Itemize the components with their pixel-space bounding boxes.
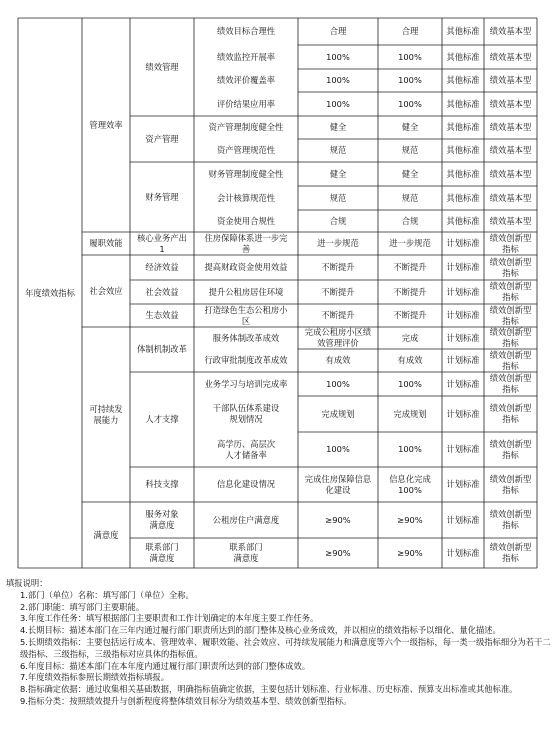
- level2-indicator: 绩效管理: [145, 61, 179, 72]
- level3-indicator: 公租房住户满意度: [212, 514, 280, 525]
- note-item-9: 9.指标分类：按照绩效提升与创新程度将整体绩效目标分为绩效基本型、绩效创新型指标。: [20, 695, 352, 706]
- long-term-target-value: ≥90%: [325, 514, 351, 525]
- level3-indicator: 行政审批制度改革成效: [204, 355, 288, 365]
- long-term-target-value: 100%: [326, 98, 350, 109]
- level2-indicator: 体制机制改革: [137, 344, 187, 354]
- level2-indicator: 人才支撑: [145, 414, 179, 424]
- basis-standard: 其他标准: [446, 51, 480, 62]
- indicator-type: 绩效基本型: [489, 98, 532, 109]
- indicator-type: 绩效基本型: [489, 26, 532, 36]
- basis-standard: 计划标准: [446, 408, 480, 419]
- indicator-type: 绩效基本型: [489, 168, 532, 179]
- level3-indicator: 信息化建设情况: [216, 479, 276, 489]
- annual-target-value: 完成: [401, 332, 419, 343]
- annual-target-value: 合理: [401, 26, 419, 36]
- level3-indicator: 高学历、高层次 人才储备率: [216, 438, 276, 460]
- level1-satisfaction: 满意度: [93, 529, 119, 540]
- notes-title: 填报说明：: [6, 578, 48, 588]
- note-item-8: 8.指标确定依据：通过收集相关基础数据，明确指标值确定依据，主要包括计划标准、行业标准、历史标准、预算支出标准或其他标准。: [20, 684, 518, 695]
- indicator-type: 绩效创新型 指标: [489, 304, 532, 326]
- annual-target-value: 健全: [401, 168, 419, 179]
- annual-target-value: ≥90%: [397, 547, 423, 558]
- indicator-type: 绩效基本型: [489, 192, 532, 203]
- level2-indicator: 联系部门 满意度: [145, 542, 179, 563]
- long-term-target-value: 100%: [326, 75, 350, 85]
- note-item-7: 7.年度绩效指标参照长期绩效指标填报。: [20, 672, 169, 683]
- indicator-type: 绩效创新型 指标: [489, 349, 532, 371]
- long-term-target-value: 进一步规范: [317, 238, 359, 248]
- level3-indicator: 打造绿色生态公租房小 区: [204, 304, 288, 326]
- note-item-2: 2.部门职能：填写部门主要职能。: [20, 601, 145, 612]
- indicator-type: 绩效基本型: [489, 51, 532, 62]
- level1-social-effect: 社会效应: [89, 285, 123, 296]
- long-term-target-value: 完成住房保障信息 化建设: [304, 473, 372, 495]
- level3-indicator: 提升公租房居住环境: [208, 286, 284, 297]
- level3-indicator: 绩效评价覆盖率: [216, 75, 276, 85]
- basis-standard: 计划标准: [446, 547, 480, 558]
- basis-standard: 其他标准: [446, 98, 480, 109]
- annual-target-value: 合规: [401, 215, 419, 226]
- annual-target-value: 健全: [401, 122, 419, 132]
- indicator-type: 绩效创新型 指标: [489, 438, 532, 460]
- annual-target-value: 100%: [398, 444, 422, 454]
- basis-standard: 其他标准: [446, 26, 480, 36]
- long-term-target-value: 完成公租房小区绩 效管理评价: [304, 327, 372, 348]
- basis-standard: 计划标准: [446, 514, 480, 525]
- level2-indicator: 科技支撑: [145, 479, 179, 489]
- level3-indicator: 联系部门 满意度: [229, 542, 263, 563]
- basis-standard: 其他标准: [446, 168, 480, 179]
- indicator-type: 绩效创新型 指标: [489, 542, 532, 563]
- basis-standard: 计划标准: [446, 444, 480, 454]
- level3-indicator: 资产管理规范性: [216, 145, 276, 155]
- indicator-type: 绩效创新型 指标: [489, 281, 532, 302]
- indicator-type: 绩效创新型 指标: [489, 473, 532, 495]
- basis-standard: 计划标准: [446, 355, 480, 365]
- long-term-target-value: 100%: [326, 444, 350, 454]
- annual-target-value: 完成规划: [393, 408, 427, 419]
- level3-indicator: 提高财政资金使用效益: [204, 262, 288, 272]
- annual-target-value: 100%: [398, 75, 422, 85]
- long-term-target-value: 规范: [329, 192, 347, 203]
- level2-indicator: 资产管理: [145, 133, 179, 144]
- annual-target-value: 100%: [398, 51, 422, 62]
- level3-indicator: 评价结果应用率: [216, 98, 276, 109]
- level2-indicator: 经济效益: [145, 262, 179, 272]
- level3-indicator: 绩效监控开展率: [216, 51, 276, 62]
- note-item-6: 6.年度目标：描述本部门在本年度内通过履行部门职责所达到的部门整体成效。: [20, 660, 311, 671]
- level2-indicator: 生态效益: [145, 310, 179, 320]
- indicator-category-label: 年度绩效指标: [25, 287, 75, 298]
- basis-standard: 计划标准: [446, 310, 480, 320]
- annual-target-value: 规范: [401, 145, 419, 155]
- level3-indicator: 资产管理制度健全性: [208, 122, 284, 132]
- annual-target-value: 进一步规范: [389, 238, 431, 248]
- note-item-1: 1.部门（单位）名称：填写部门（单位）全称。: [20, 589, 194, 600]
- level3-indicator: 业务学习与培训完成率: [204, 378, 288, 389]
- long-term-target-value: 合理: [329, 26, 347, 36]
- long-term-target-value: 健全: [329, 122, 347, 132]
- note-item-3: 3.年度工作任务：填写根据部门主要职责和工作计划确定的本年度主要工作任务。: [20, 613, 319, 624]
- indicator-type: 绩效基本型: [489, 215, 532, 226]
- annual-target-value: 100%: [398, 378, 422, 389]
- level1-sustainability: 可持续发 展能力: [89, 403, 123, 425]
- indicator-type: 绩效基本型: [489, 122, 532, 132]
- level3-indicator: 服务体制改革成效: [212, 332, 280, 343]
- basis-standard: 其他标准: [446, 192, 480, 203]
- basis-standard: 计划标准: [446, 262, 480, 272]
- indicator-type: 绩效创新型 指标: [489, 327, 532, 348]
- note-item-5: 5.长期绩效指标：主要包括运行成本、管理效率、履职效能、社会效应、可持续发展能力和满意度等六个一级指标，每一类一级指标细分为若干二级指标、三级指标，三级指标对应具体的指标值。: [20, 636, 551, 659]
- long-term-target-value: 健全: [329, 168, 347, 179]
- basis-standard: 其他标准: [446, 122, 480, 132]
- basis-standard: 其他标准: [446, 75, 480, 85]
- level3-indicator: 住房保障体系进一步完 善: [204, 232, 288, 254]
- level3-indicator: 干部队伍体系建设 规划情况: [212, 403, 280, 424]
- annual-target-value: 100%: [398, 98, 422, 109]
- long-term-target-value: 合规: [329, 215, 347, 226]
- level1-duty-effectiveness: 履职效能: [89, 238, 123, 248]
- basis-standard: 计划标准: [446, 238, 480, 248]
- level2-indicator: 服务对象 满意度: [145, 509, 179, 530]
- level2-indicator: 财务管理: [145, 191, 179, 202]
- level3-indicator: 财务管理制度健全性: [208, 168, 284, 179]
- annual-target-value: 规范: [401, 192, 419, 203]
- indicator-type: 绩效创新型 指标: [489, 509, 532, 530]
- basis-standard: 计划标准: [446, 479, 480, 489]
- long-term-target-value: ≥90%: [325, 547, 351, 558]
- long-term-target-value: 规范: [329, 145, 347, 155]
- level3-indicator: 资金使用合规性: [216, 215, 276, 226]
- indicator-type: 绩效创新型 指标: [489, 232, 532, 254]
- level2-indicator: 核心业务产出 1: [137, 232, 187, 254]
- basis-standard: 其他标准: [446, 145, 480, 155]
- annual-target-value: 信息化完成 100%: [389, 473, 431, 495]
- basis-standard: 计划标准: [446, 332, 480, 343]
- indicator-type: 绩效创新型 指标: [489, 373, 532, 394]
- long-term-target-value: 100%: [326, 378, 350, 389]
- indicator-type: 绩效基本型: [489, 145, 532, 155]
- long-term-target-value: 完成规划: [321, 408, 355, 419]
- long-term-target-value: 不断提升: [321, 310, 355, 320]
- annual-target-value: 不断提升: [393, 310, 427, 320]
- indicator-type: 绩效创新型 指标: [489, 403, 532, 424]
- note-item-4: 4.长期目标：描述本部门在三年内通过履行部门职责所达到的部门整体及核心业务成效，并以相应的绩效指标予以细化、量化描述。: [20, 625, 501, 636]
- level1-management-efficiency: 管理效率: [89, 119, 123, 130]
- level2-indicator: 社会效益: [145, 286, 179, 297]
- level3-indicator: 会计核算规范性: [216, 192, 276, 203]
- long-term-target-value: 不断提升: [321, 286, 355, 297]
- basis-standard: 计划标准: [446, 286, 480, 297]
- annual-target-value: 不断提升: [393, 286, 427, 297]
- long-term-target-value: 100%: [326, 51, 350, 62]
- basis-standard: 计划标准: [446, 378, 480, 389]
- filling-instructions: [6, 578, 554, 708]
- annual-target-value: ≥90%: [397, 514, 423, 525]
- annual-target-value: 有成效: [397, 355, 423, 365]
- annual-target-value: 不断提升: [393, 262, 427, 272]
- level3-indicator: 绩效目标合理性: [216, 26, 276, 36]
- basis-standard: 其他标准: [446, 215, 480, 226]
- indicator-type: 绩效创新型 指标: [489, 256, 532, 278]
- indicator-type: 绩效基本型: [489, 75, 532, 85]
- long-term-target-value: 不断提升: [321, 262, 355, 272]
- long-term-target-value: 有成效: [325, 355, 351, 365]
